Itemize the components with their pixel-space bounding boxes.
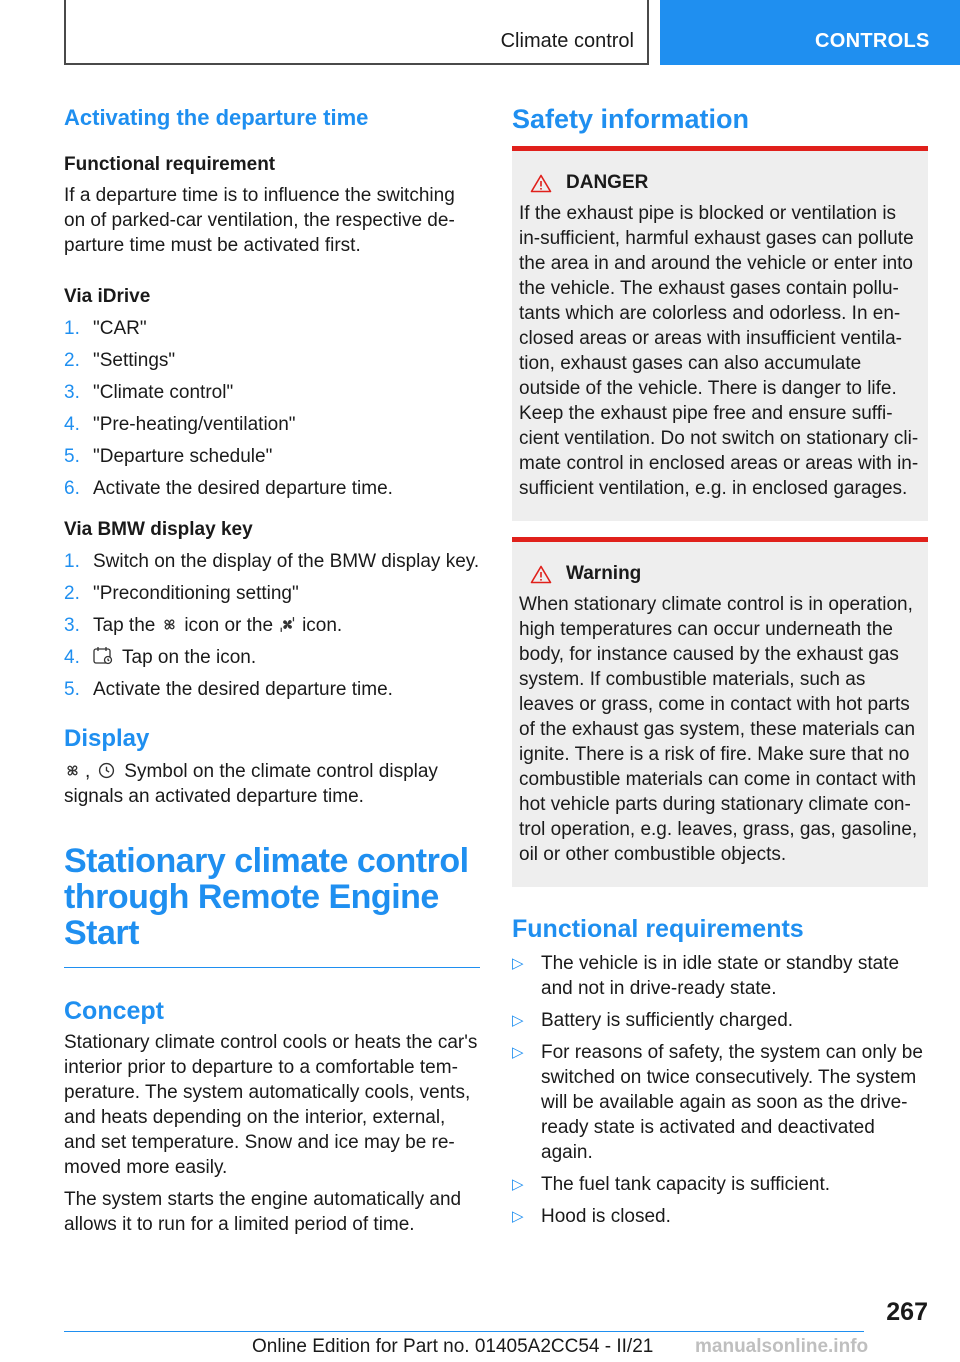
warning-box bbox=[512, 537, 928, 887]
list-item: 4. "Pre-heating/ventilation" bbox=[64, 414, 296, 435]
warning-title: Warning bbox=[519, 560, 922, 588]
list-item: 5. "Departure schedule" bbox=[64, 446, 273, 467]
heading-stationary-climate-control: Stationary climate control through Remote Engine Start bbox=[64, 842, 469, 952]
chapter-tab-label: CONTROLS bbox=[815, 30, 930, 52]
watermark-logo: manualsonline.info bbox=[695, 1336, 869, 1357]
functional-requirements-list bbox=[512, 951, 928, 1229]
list-item: ▷ The vehicle is in idle state or standby state and not in drive-ready state. bbox=[512, 953, 900, 999]
list-item: ▷ Hood is closed. bbox=[512, 1206, 671, 1227]
list-item: ▷ For reasons of safety, the system can only be switched on twice consecutively. The system will be available again as soon as the drive-ready state is activated and deactivated again. bbox=[512, 1042, 923, 1163]
left-column bbox=[64, 100, 480, 1237]
footer-rule bbox=[64, 1331, 864, 1332]
heating-fan-icon bbox=[279, 616, 296, 633]
list-item: 2. "Preconditioning setting" bbox=[64, 583, 299, 604]
list-item: 3. Tap the icon or the icon. bbox=[64, 615, 343, 636]
page-number: 267 bbox=[886, 1298, 928, 1326]
display-key-steps-list bbox=[64, 549, 480, 702]
heading-functional-requirements: Functional requirements bbox=[512, 915, 804, 943]
functional-requirement-text: If a departure time is to influence the switching on of parked-car ventilation, the respective de-parture time must be activated first. bbox=[64, 185, 455, 256]
via-idrive-label: Via iDrive bbox=[64, 286, 151, 307]
bullet-triangle-icon: ▷ bbox=[512, 955, 524, 972]
display-description: , Symbol on the climate control display signals an activated departure time. bbox=[64, 761, 438, 807]
bullet-triangle-icon: ▷ bbox=[512, 1208, 524, 1225]
schedule-icon bbox=[93, 646, 113, 665]
bullet-triangle-icon: ▷ bbox=[512, 1176, 524, 1193]
heading-rule bbox=[64, 967, 480, 968]
list-item: 6. Activate the desired departure time. bbox=[64, 478, 393, 499]
danger-title: DANGER bbox=[519, 169, 922, 197]
warning-text: When stationary climate control is in operation, high temperatures can occur underneath the body, for instance caused by the exhaust gas system. If combustible materials, such as leaves or grass, come in contact with hot parts of the exhaust gas system, these materials can ignite. There is a risk of fire. Make sure that no combustible materials can come in contact with hot vehicle parts during stationary climate con-trol operation, e.g. leaves, grass, gas, gasoline, oil or other combustible objects. bbox=[519, 594, 918, 865]
clock-icon bbox=[98, 762, 115, 779]
via-display-key-label: Via BMW display key bbox=[64, 519, 253, 540]
warning-triangle-icon bbox=[530, 565, 552, 584]
bullet-triangle-icon: ▷ bbox=[512, 1012, 524, 1029]
heading-concept: Concept bbox=[64, 997, 164, 1025]
list-item: ▷ Battery is sufficiently charged. bbox=[512, 1010, 794, 1031]
danger-text: If the exhaust pipe is blocked or ventilation is in-sufficient, harmful exhaust gases can pollute the area in and around the vehicle or enter into the vehicle. The exhaust gases contain pollu-tants which are colorless and odorless. In en-closed areas or areas with insufficient ventila-tion, exhaust gases can also accumulate outside of the vehicle. There is danger to life. Keep the exhaust pipe free and ensure suffi-cient ventilation. Do not switch on stationary cli-mate control in enclosed areas or areas with in-sufficient ventilation, e.g. in enclosed garages. bbox=[519, 203, 919, 499]
idrive-steps-list bbox=[64, 316, 480, 501]
edition-text: Online Edition for Part no. 01405A2CC54 - II/21 bbox=[252, 1336, 654, 1357]
right-column bbox=[512, 100, 928, 1236]
section-title: Climate control bbox=[500, 30, 634, 52]
heading-display: Display bbox=[64, 725, 150, 752]
functional-requirement-label: Functional requirement bbox=[64, 154, 276, 175]
list-item: 2. "Settings" bbox=[64, 350, 176, 371]
list-item: 4. Tap on the icon. bbox=[64, 647, 257, 668]
heading-activating-departure-time: Activating the departure time bbox=[64, 105, 369, 130]
heading-safety-information: Safety information bbox=[512, 104, 750, 134]
list-item: 5. Activate the desired departure time. bbox=[64, 679, 393, 700]
concept-paragraph-2: The system starts the engine automatically and allows it to run for a limited period of time. bbox=[64, 1189, 462, 1235]
danger-box bbox=[512, 146, 928, 521]
ventilation-icon bbox=[64, 762, 81, 779]
concept-paragraph-1: Stationary climate control cools or heats the car's interior prior to departure to a comfortable tem-perature. The system automatically cools, vents, and heats depending on the interior, external, and set temperature. Snow and ice may be re-moved more easily. bbox=[64, 1032, 478, 1178]
list-item: 1. "CAR" bbox=[64, 318, 147, 339]
list-item: 3. "Climate control" bbox=[64, 382, 234, 403]
ventilation-icon bbox=[161, 616, 178, 633]
bullet-triangle-icon: ▷ bbox=[512, 1044, 524, 1061]
list-item: 1. Switch on the display of the BMW display key. bbox=[64, 551, 480, 572]
list-item: ▷ The fuel tank capacity is sufficient. bbox=[512, 1174, 831, 1195]
warning-triangle-icon bbox=[530, 174, 552, 193]
